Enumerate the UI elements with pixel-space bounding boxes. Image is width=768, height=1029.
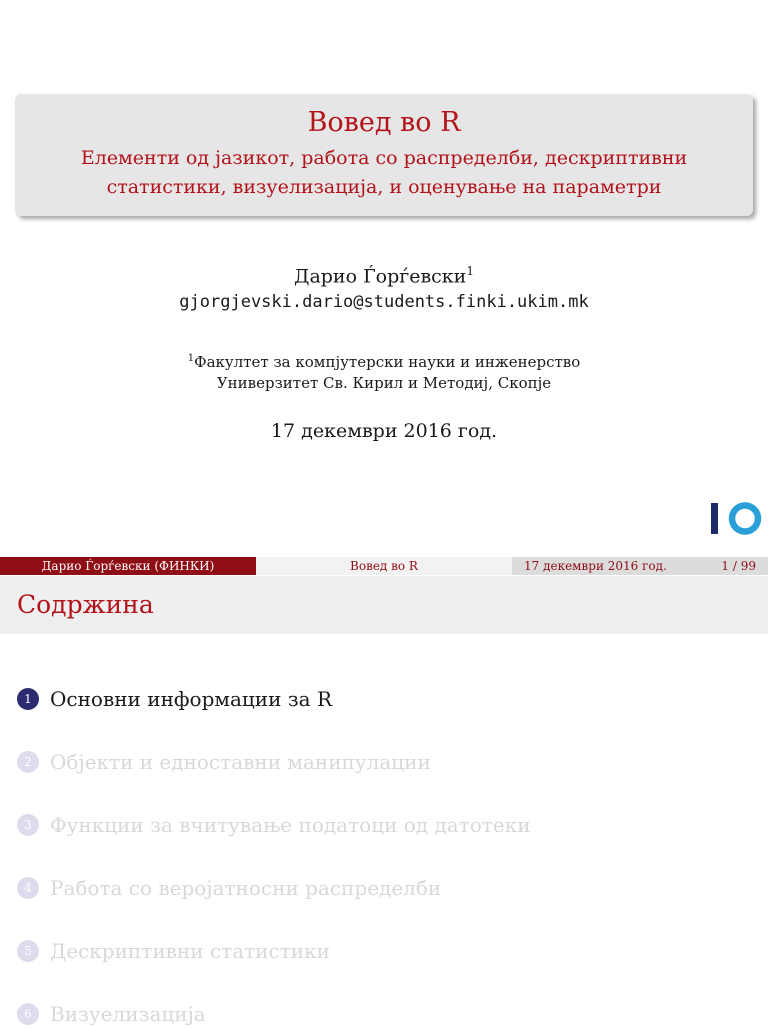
footer-date: 17 декември 2016 год. [524,559,667,573]
subtitle-line-1: Елементи од јазикот, работа со распределби, дескриптивни [80,147,688,169]
affiliation-line-1 [0,348,768,373]
author-email[interactable]: gjorgjevski.dario@students.finki.ukim.mk [179,292,589,312]
title-block [15,94,753,216]
toc-item-label: Основни информации за R [50,687,333,711]
author-name [0,258,768,289]
affiliation-mark: 1 [187,353,195,364]
toc-number-badge: 3 [17,814,39,836]
slide-footer [0,557,768,575]
affiliation-faculty: Факултет за компјутерски науки и инженерство [194,353,581,371]
toc-item-label: Објекти и едноставни манипулации [50,750,431,774]
logo-ring [732,506,758,532]
toc-item-3[interactable] [17,810,757,840]
affiliation-university: Универзитет Св. Кирил и Методиј, Скопје [216,374,552,392]
footer-short-title: Вовед во R [256,557,512,575]
toc-number-badge: 4 [17,877,39,899]
toc-number-badge: 2 [17,751,39,773]
toc-item-label: Дескриптивни статистики [50,939,330,963]
subtitle-line-2: статистики, визуелизација, и оценување на параметри [106,176,662,198]
presentation-subtitle [15,144,753,202]
io-logo-icon [708,498,764,540]
footer-page-number: 1 / 99 [721,559,756,573]
toc-item-5[interactable] [17,936,757,966]
contents-title: Содржина [17,590,154,619]
toc-item-1[interactable] [17,684,757,714]
logo-bar [711,503,718,534]
toc-number-badge: 5 [17,940,39,962]
presentation-date: 17 декември 2016 год. [270,420,498,442]
presentation-title: Вовед во R [307,107,461,138]
toc-item-6[interactable] [17,999,757,1029]
toc-item-label: Работа со веројатносни распределби [50,876,442,900]
author-name-text: Дарио Ѓорѓевски [294,265,467,288]
affiliation [0,348,768,394]
footer-author: Дарио Ѓорѓевски (ФИНКИ) [0,557,256,575]
toc-item-label: Визуелизација [50,1002,206,1026]
toc-item-4[interactable] [17,873,757,903]
footer-date-page [512,557,768,575]
toc-item-label: Функции за вчитување податоци од датотеки [50,813,531,837]
toc-number-badge: 6 [17,1003,39,1025]
frame-title-bar [0,576,768,634]
author-affiliation-mark: 1 [466,264,474,278]
toc-number-badge: 1 [17,688,39,710]
toc-item-2[interactable] [17,747,757,777]
